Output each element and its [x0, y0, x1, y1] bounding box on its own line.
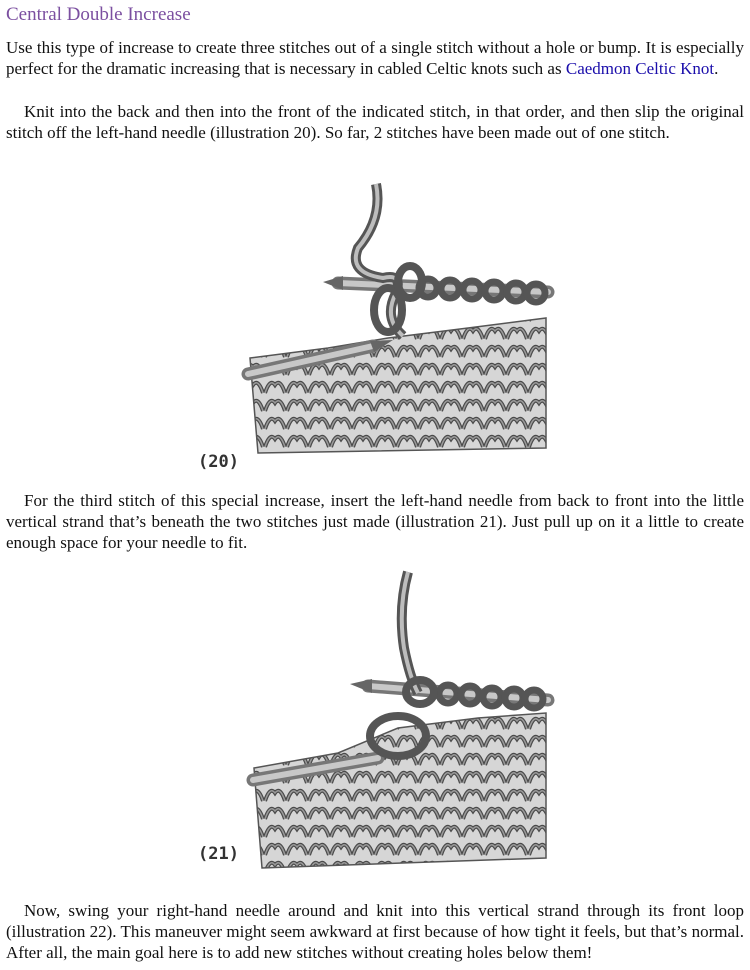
illustration-21: [198, 568, 558, 884]
intro-text: Use this type of increase to create three stitches out of a single stitch without a hole or bump. It is especially perfect for the dramatic increasing that is necessary in cabled Celtic knots such as: [6, 38, 744, 78]
intro-paragraph: [6, 37, 744, 79]
step-one-paragraph: Knit into the back and then into the front of the indicated stitch, in that order, and then slip the original stitch off the left-hand needle (illustration 20). So far, 2 stitches have been made out of one stitch.: [6, 102, 744, 142]
step-three-paragraph: Now, swing your right-hand needle around and knit into this vertical strand through its front loop (illustration 22). This maneuver might seem awkward at first because of how tight it feels, but that’s normal. After all, the main goal here is to add new stitches without creating holes below them!: [6, 901, 744, 962]
caedmon-celtic-knot-link[interactable]: Caedmon Celtic Knot: [565, 59, 715, 78]
figure-21-label: (21): [198, 844, 239, 864]
intro-end: .: [714, 59, 719, 78]
illustration-20: [198, 178, 558, 478]
page-title: Central Double Increase: [6, 4, 191, 25]
knitting-illustration-21: [198, 568, 558, 884]
figure-20-label: (20): [198, 452, 239, 472]
knitting-illustration-20: [198, 178, 558, 478]
step-two-paragraph: For the third stitch of this special increase, insert the left-hand needle from back to front into the little vertical strand that’s beneath the two stitches just made (illustration 21). Just pull up on it a little to create enough space for your needle to fit.: [6, 491, 744, 552]
